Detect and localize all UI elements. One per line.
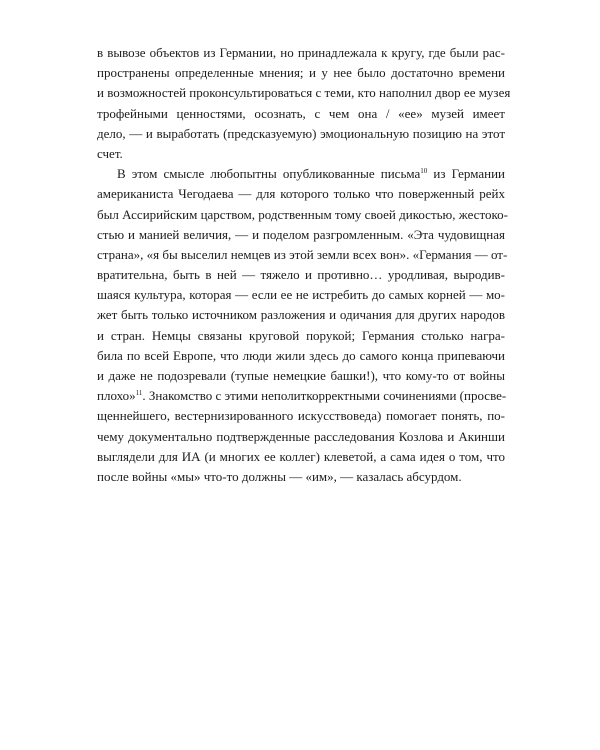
text-fragment: . Знакомство с этими неполиткорректными сочинениями (просве- — [142, 388, 507, 404]
text-line: шаяся культура, которая — если ее не истребить до самых корней — мо- — [97, 287, 505, 303]
text-fragment: плохо» — [97, 388, 136, 404]
text-line: американиста Чегодаева — для которого только что поверженный рейх — [97, 186, 505, 202]
text-line: и даже не подозревали (тупые немецкие башки!), что кому-то от войны — [97, 368, 505, 383]
text-line: и возможностей проконсультироваться с теми, кто наполнил двор ее музея — [97, 85, 511, 101]
text-line: был Ассирийским царством, родственным тому своей дикостью, жестоко- — [97, 206, 508, 222]
text-fragment: из Германии — [427, 166, 505, 182]
text-line: и стран. Немцы связаны круговой порукой; Германия столько награ- — [97, 327, 505, 343]
text-line: била по всей Европе, что люди жили здесь до самого конца припеваючи — [97, 347, 505, 363]
text-line: трофейными ценностями, осознать, с чем она / «ее» музей имеет — [97, 105, 505, 121]
text-line: щеннейшего, вестернизированного искусствоведа) помогает понять, по- — [97, 408, 505, 424]
footnote-marker[interactable]: 10 — [420, 167, 428, 176]
text-line-with-footnote — [97, 386, 505, 406]
text-line: пространены определенные мнения; и у нее было достаточно времени — [97, 65, 505, 81]
text-line: стью и манией величия, — и поделом разгромленным. «Эта чудовищная — [97, 226, 505, 242]
text-fragment: В этом смысле любопытны опубликованные письма — [117, 166, 421, 182]
footnote-marker[interactable]: 11 — [135, 389, 143, 398]
text-line: дело, — и выработать (предсказуемую) эмоциональную позицию на этот — [97, 125, 505, 141]
body-text — [97, 43, 511, 487]
text-line: чему документально подтвержденные расследования Козлова и Акинши — [97, 428, 505, 444]
text-line-with-footnote — [97, 164, 505, 184]
text-line: после войны «мы» что-то должны — «им», — казалась абсурдом. — [97, 468, 462, 484]
text-line: страна», «я бы выселил немцев из этой земли всех вон». «Германия — от- — [97, 246, 508, 262]
text-line: выглядели для ИА (и многих ее коллег) клеветой, а сама идея о том, что — [97, 448, 505, 464]
text-line: жет быть только источником разложения и одичания для других народов — [97, 307, 505, 323]
text-line: вратительна, быть в ней — тяжело и противно… уродливая, выродив- — [97, 267, 505, 283]
text-line: счет. — [97, 145, 123, 161]
text-line: в вывозе объектов из Германии, но принадлежала к кругу, где были рас- — [97, 45, 505, 60]
